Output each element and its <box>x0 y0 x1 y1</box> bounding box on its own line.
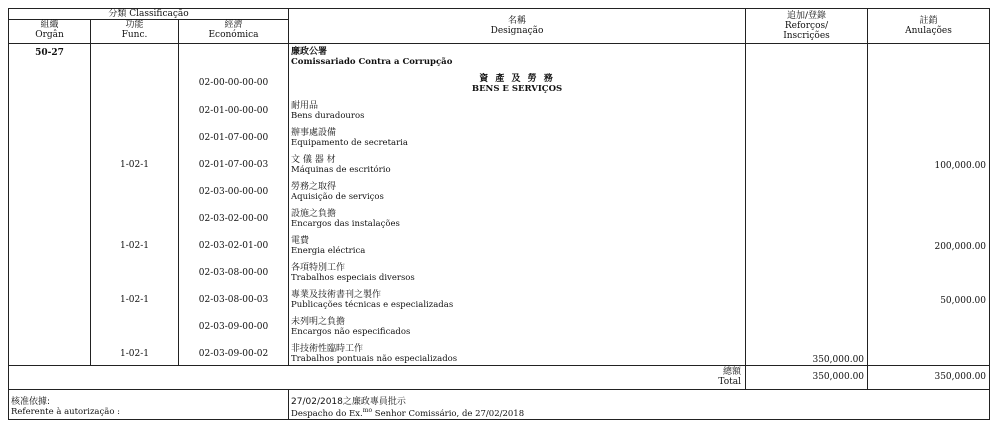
designacao-pt: Equipamento de secretaria <box>291 138 408 148</box>
anulacoes-value <box>868 95 990 122</box>
classificacao-header: 分類 Classificação <box>9 9 289 20</box>
econ-code: 02-01-07-00-03 <box>179 149 289 176</box>
table-row <box>9 149 990 176</box>
econ-code: 02-03-09-00-00 <box>179 311 289 338</box>
table-row <box>9 338 990 365</box>
func-code <box>91 311 179 338</box>
reforcos-value <box>746 149 868 176</box>
footer-value-zh: 27/02/2018之廉政專員批示 <box>291 396 406 407</box>
designacao-cell <box>289 338 746 365</box>
econ-code: 02-03-08-00-00 <box>179 257 289 284</box>
designacao-pt: Aquisição de serviços <box>291 192 384 202</box>
designacao-zh: 非技術性臨時工作 <box>291 344 364 354</box>
table-row <box>9 122 990 149</box>
table-row <box>9 67 990 95</box>
designacao-pt: Máquinas de escritório <box>291 165 391 175</box>
designacao-zh: 辦事處設備 <box>291 128 337 138</box>
reforcos-value <box>746 95 868 122</box>
designacao-cell <box>289 284 746 311</box>
anulacoes-value <box>868 67 990 95</box>
footer-value-pt: Despacho do Ex.$^{mo}$ Senhor Comissário, de 27/02/2018 <box>291 406 525 419</box>
designacao-pt: Publicações técnicas e especializadas <box>291 300 454 310</box>
anulacoes-value <box>868 338 990 365</box>
anulacoes-value: 200,000.00 <box>868 230 990 257</box>
reforcos-value <box>746 311 868 338</box>
func-code: 1-02-1 <box>91 230 179 257</box>
reforcos-value <box>746 203 868 230</box>
designacao-pt: Trabalhos especiais diversos <box>291 273 415 283</box>
designacao-pt: Encargos das instalações <box>291 219 400 229</box>
designacao-cell <box>289 203 746 230</box>
econ-code: 02-01-07-00-00 <box>179 122 289 149</box>
designacao-cell <box>289 257 746 284</box>
table-row <box>9 176 990 203</box>
total-row: 總額 Total 350,000.00 350,000.00 <box>9 365 990 389</box>
func-code: 1-02-1 <box>91 284 179 311</box>
organ-code: 50-27 <box>9 44 91 68</box>
designacao-zh: 文 儀 器 材 <box>291 155 336 165</box>
econ-code: 02-03-08-00-03 <box>179 284 289 311</box>
designacao-pt: Bens duradouros <box>291 111 365 121</box>
designacao-zh: 勞務之取得 <box>291 182 337 192</box>
reforcos-header: 追加/登錄 Reforços/ Inscrições <box>746 9 868 44</box>
anulacoes-header: 註銷 Anulações <box>868 9 990 44</box>
econ-code: 02-03-00-00-00 <box>179 176 289 203</box>
designacao-cell <box>289 95 746 122</box>
econ-code: 02-01-00-00-00 <box>179 95 289 122</box>
econ-header: 經濟 Económica <box>179 20 289 44</box>
designacao-cell <box>289 67 746 95</box>
designacao-header: 名稱 Designação <box>289 9 746 44</box>
econ-code: 02-03-02-01-00 <box>179 230 289 257</box>
reforcos-value <box>746 284 868 311</box>
reforcos-value <box>746 67 868 95</box>
func-code: 1-02-1 <box>91 338 179 365</box>
designacao-zh: 資 產 及 勞 務 <box>479 74 555 84</box>
func-code <box>91 176 179 203</box>
designacao-pt: BENS E SERVIÇOS <box>471 84 563 94</box>
reforcos-value <box>746 230 868 257</box>
organ-header: 組織 Orgân <box>9 20 91 44</box>
table-row <box>9 230 990 257</box>
reforcos-value <box>746 122 868 149</box>
table-row <box>9 203 990 230</box>
func-header: 功能 Func. <box>91 20 179 44</box>
table-row <box>9 311 990 338</box>
econ-code: 02-03-09-00-02 <box>179 338 289 365</box>
designacao-zh: 專業及技術書刊之製作 <box>291 290 382 300</box>
anulacoes-value: 50,000.00 <box>868 284 990 311</box>
econ-code: 02-00-00-00-00 <box>179 67 289 95</box>
designacao-pt: Trabalhos pontuais não especializados <box>291 354 458 364</box>
total-reforcos: 350,000.00 <box>746 365 868 389</box>
designacao-cell <box>289 149 746 176</box>
designacao-zh: 電費 <box>291 236 310 246</box>
designacao-cell <box>289 176 746 203</box>
table-row <box>9 284 990 311</box>
econ-code: 02-03-02-00-00 <box>179 203 289 230</box>
reforcos-value: 350,000.00 <box>746 338 868 365</box>
reforcos-value <box>746 257 868 284</box>
table-row <box>9 257 990 284</box>
designacao-pt: Energia eléctrica <box>291 246 366 256</box>
designacao-pt: Encargos não especificados <box>291 327 411 337</box>
designacao-cell <box>289 122 746 149</box>
anulacoes-value <box>868 122 990 149</box>
func-code <box>91 67 179 95</box>
designacao-zh: 耐用品 <box>291 101 319 111</box>
designacao-zh: 各項特別工作 <box>291 263 346 273</box>
organ-name: 廉政公署 Comissariado Contra a Corrupção <box>289 44 746 68</box>
footer-label-pt: Referente à autorização : <box>11 406 121 417</box>
func-code: 1-02-1 <box>91 149 179 176</box>
func-code <box>91 203 179 230</box>
table-row <box>9 95 990 122</box>
anulacoes-value <box>868 176 990 203</box>
func-code <box>91 257 179 284</box>
anulacoes-value: 100,000.00 <box>868 149 990 176</box>
func-code <box>91 122 179 149</box>
reforcos-value <box>746 176 868 203</box>
designacao-cell <box>289 230 746 257</box>
budget-table <box>8 8 990 420</box>
total-anulacoes: 350,000.00 <box>868 365 990 389</box>
designacao-zh: 未列明之負擔 <box>291 317 346 327</box>
footer-row <box>9 389 990 419</box>
footer-label-zh: 核准依據: <box>11 396 51 407</box>
anulacoes-value <box>868 257 990 284</box>
designacao-cell <box>289 311 746 338</box>
anulacoes-value <box>868 311 990 338</box>
anulacoes-value <box>868 203 990 230</box>
designacao-zh: 設施之負擔 <box>291 209 337 219</box>
func-code <box>91 95 179 122</box>
